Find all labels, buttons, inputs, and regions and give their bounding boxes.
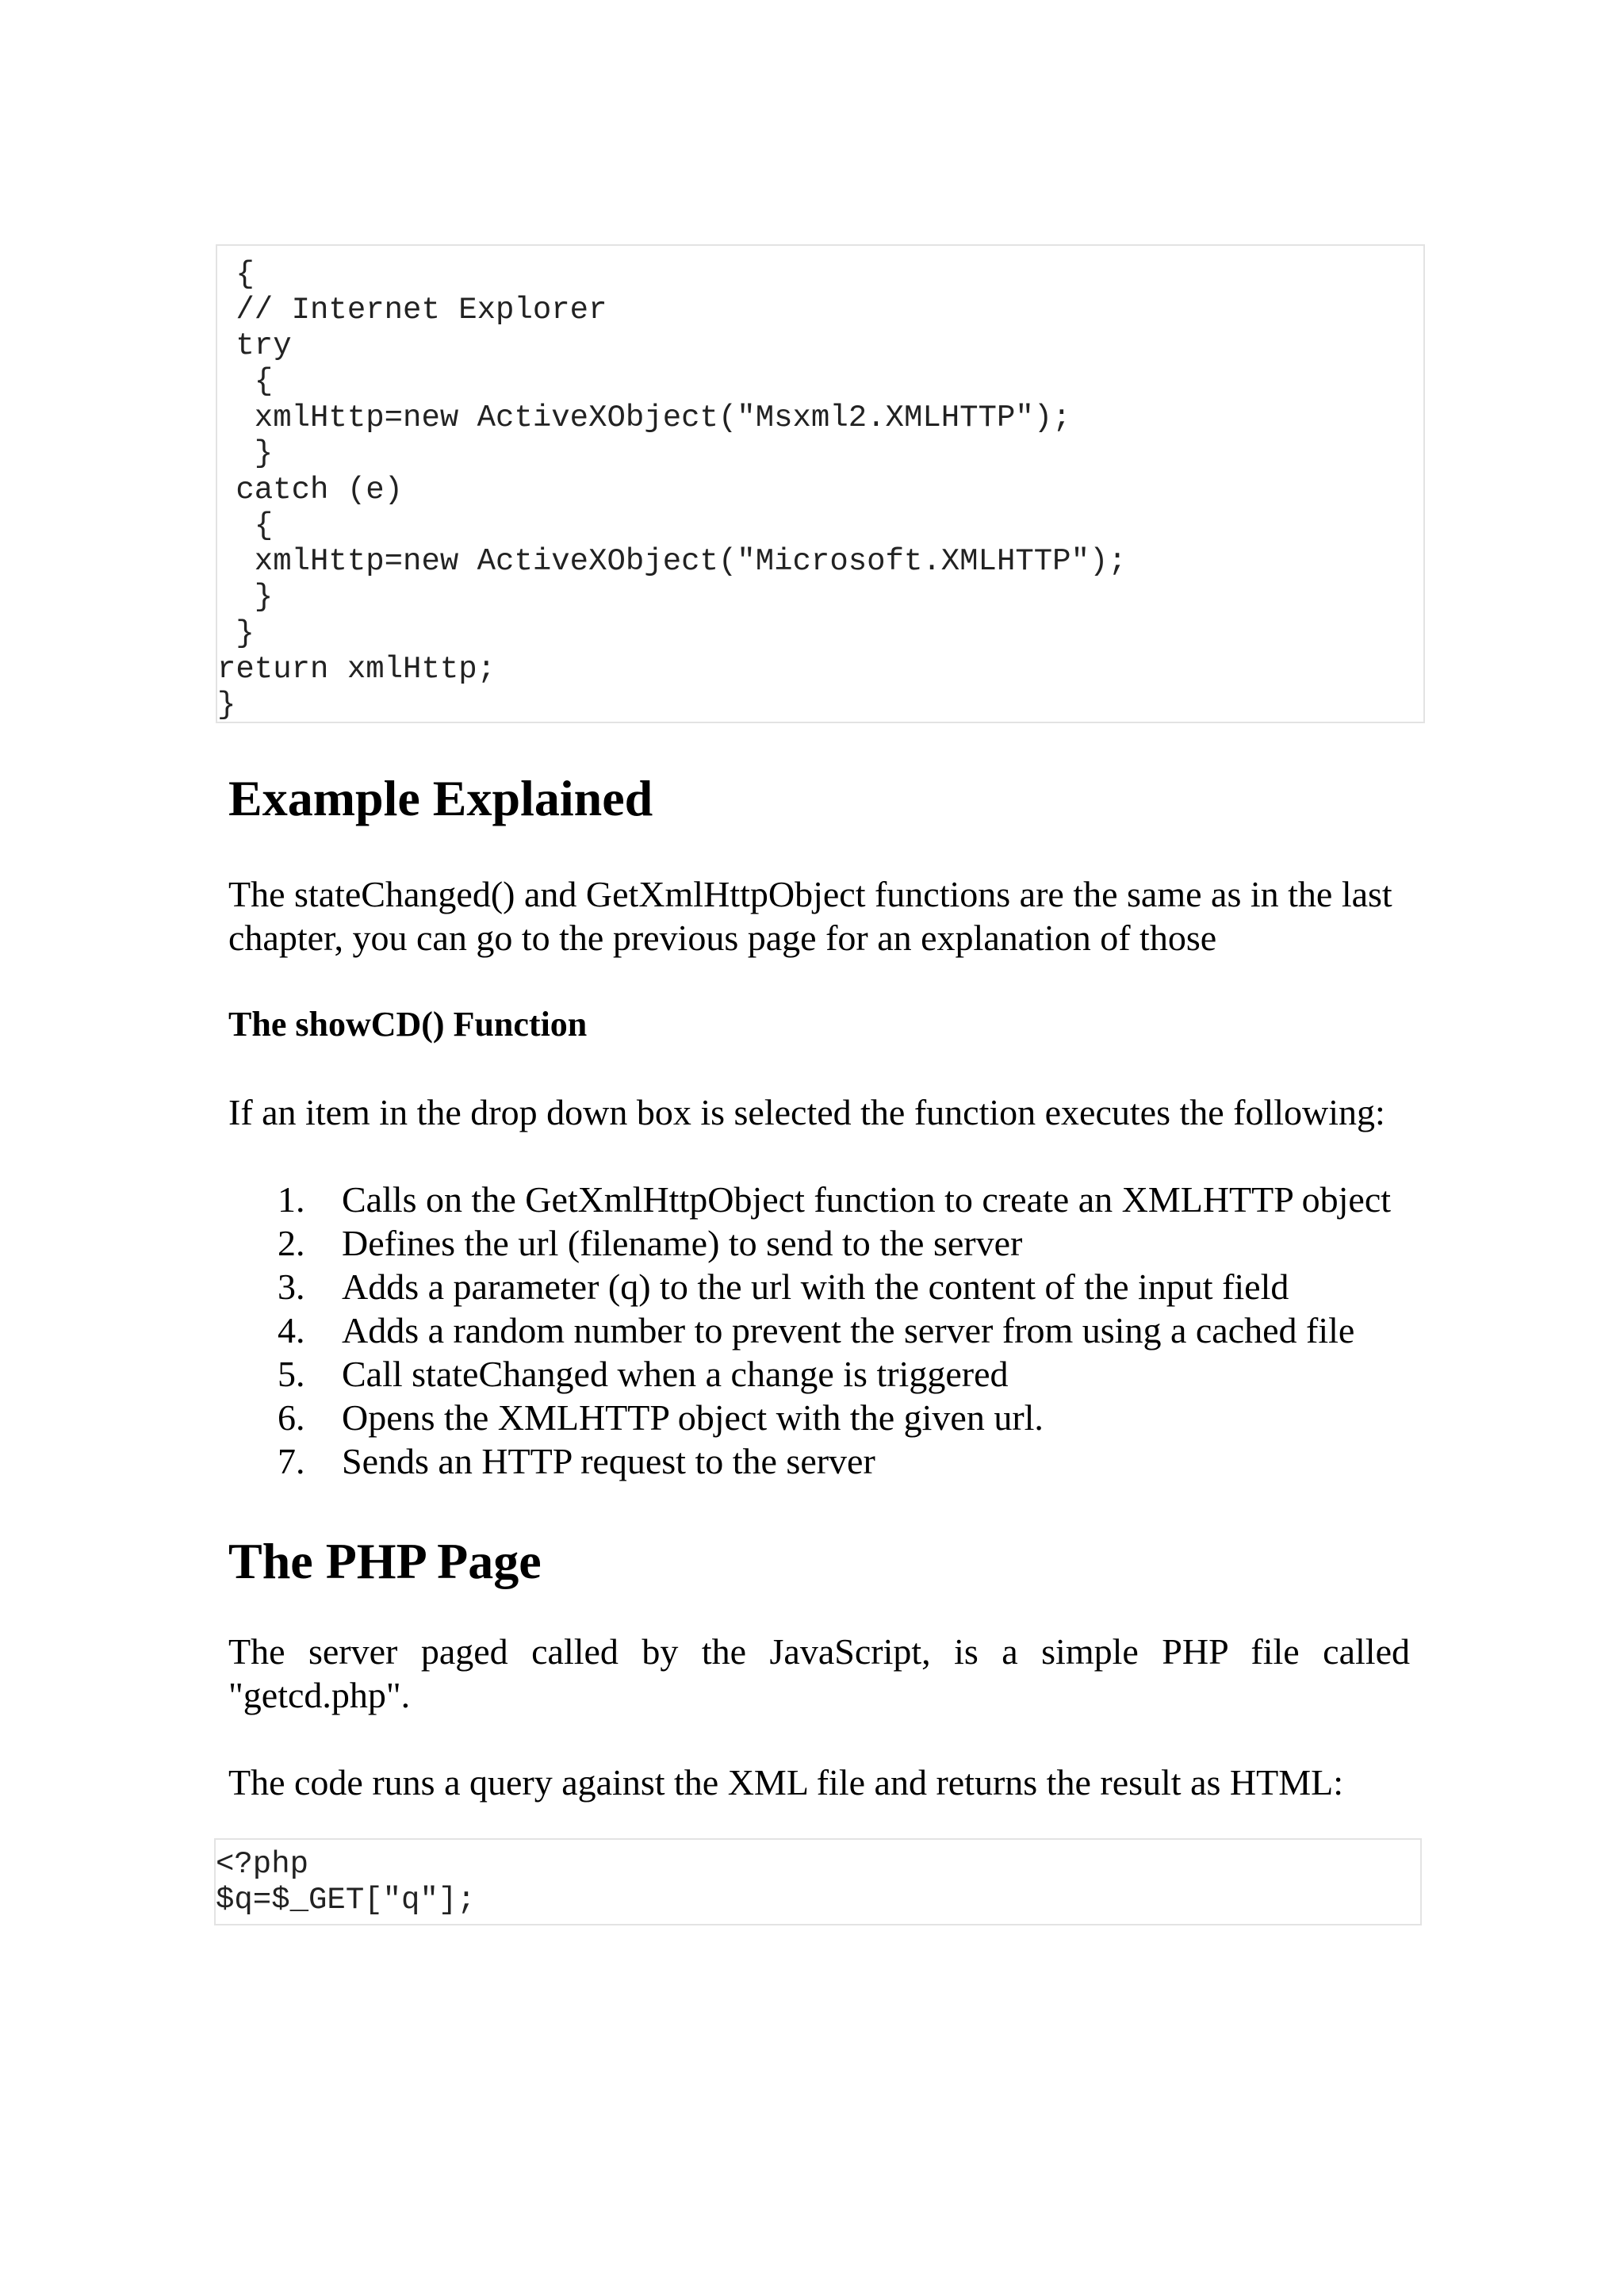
list-item xyxy=(228,1308,1418,1352)
list-item-number: 2. xyxy=(278,1223,305,1263)
list-item-number: 7. xyxy=(278,1441,305,1481)
code-line: } xyxy=(217,580,274,615)
code-line: } xyxy=(217,688,236,722)
description-paragraph: If an item in the drop down box is selected the function executes the following: xyxy=(228,1092,1385,1132)
php-paragraph-1: The server paged called by the JavaScript, is a simple PHP file called "getcd.php". xyxy=(228,1631,1410,1715)
code-line: { xyxy=(217,257,255,292)
code-line: return xmlHttp; xyxy=(217,652,496,687)
list-item xyxy=(228,1221,1418,1265)
heading-example-explained: Example Explained xyxy=(228,770,653,826)
list-item-number: 3. xyxy=(278,1266,305,1307)
list-item xyxy=(228,1439,1418,1483)
code-line: { xyxy=(217,364,274,399)
code-block-php xyxy=(214,1838,1422,1925)
list-item xyxy=(228,1178,1418,1221)
code-line: try xyxy=(217,328,292,363)
php-paragraph-2: The code runs a query against the XML file and returns the result as HTML: xyxy=(228,1762,1343,1803)
list-item-text: Adds a parameter (q) to the url with the content of the input field xyxy=(342,1266,1289,1307)
code-line: $q=$_GET["q"]; xyxy=(216,1883,476,1918)
list-item-number: 1. xyxy=(278,1179,305,1220)
list-item-text: Opens the XMLHTTP object with the given url. xyxy=(342,1397,1044,1438)
list-item-text: Sends an HTTP request to the server xyxy=(342,1441,875,1481)
list-item-text: Call stateChanged when a change is triggered xyxy=(342,1354,1009,1394)
code-line: } xyxy=(217,616,255,651)
list-item-text: Adds a random number to prevent the server from using a cached file xyxy=(342,1310,1355,1351)
list-item-number: 4. xyxy=(278,1310,305,1351)
list-item-number: 6. xyxy=(278,1397,305,1438)
list-item xyxy=(228,1396,1418,1439)
steps-list xyxy=(228,1178,1418,1483)
list-item xyxy=(228,1265,1418,1308)
code-line: // Internet Explorer xyxy=(217,293,607,328)
list-item-text: Calls on the GetXmlHttpObject function to create an XMLHTTP object xyxy=(342,1179,1392,1220)
code-block-javascript xyxy=(216,244,1425,723)
list-item xyxy=(228,1352,1418,1396)
code-line: <?php xyxy=(216,1847,309,1882)
list-item-number: 5. xyxy=(278,1354,305,1394)
list-item-text: Defines the url (filename) to send to the server xyxy=(342,1223,1023,1263)
code-line: } xyxy=(217,436,274,471)
heading-php-page: The PHP Page xyxy=(228,1533,542,1589)
intro-paragraph: The stateChanged() and GetXmlHttpObject functions are the same as in the last chapter, you can go to the previous page for an explanation of those xyxy=(228,874,1392,958)
code-line: catch (e) xyxy=(217,473,404,508)
code-line: xmlHttp=new ActiveXObject("Microsoft.XMLHTTP"); xyxy=(217,544,1127,579)
subheading-showcd-function: The showCD() Function xyxy=(228,1005,588,1044)
code-line: { xyxy=(217,508,274,543)
code-line: xmlHttp=new ActiveXObject("Msxml2.XMLHTTP"); xyxy=(217,400,1071,435)
